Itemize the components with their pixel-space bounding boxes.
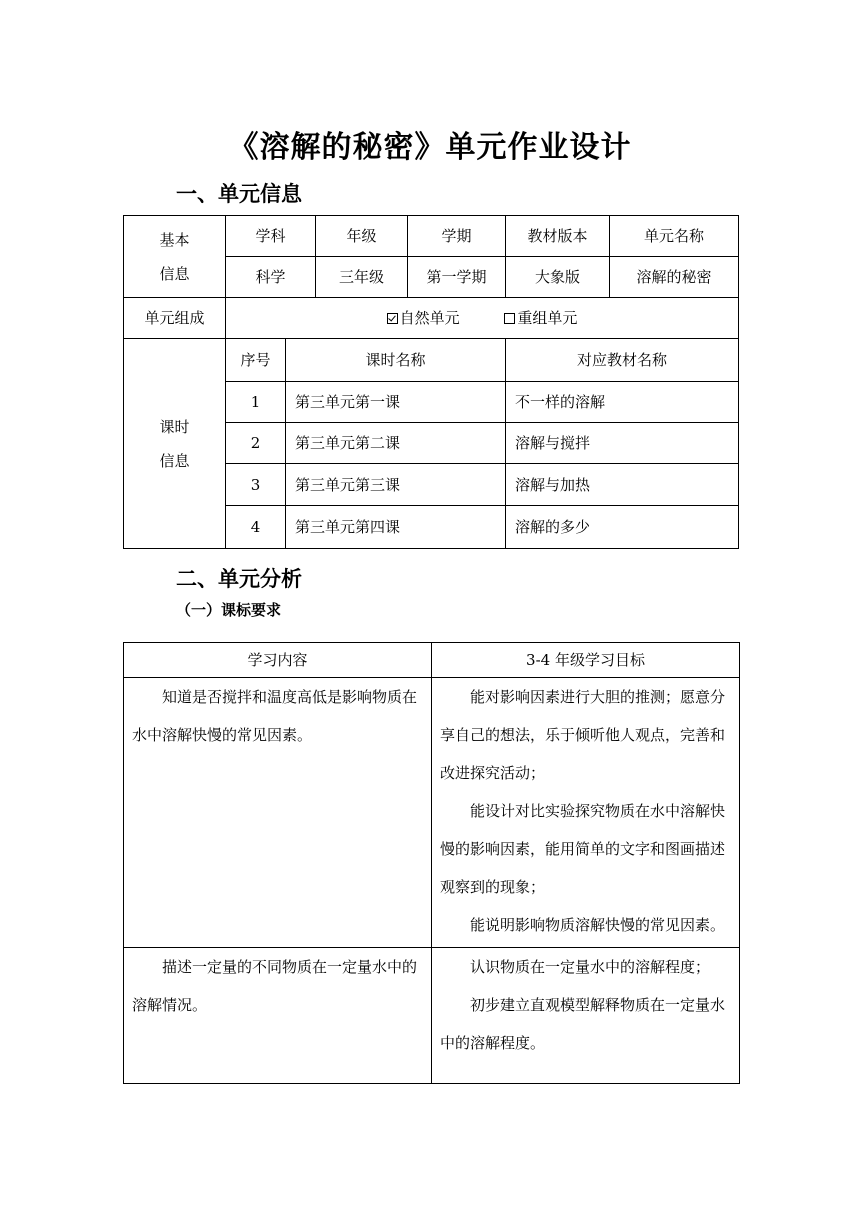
option-regroup[interactable]: 重组单元 bbox=[504, 309, 577, 327]
subsection-standards: （一）课标要求 bbox=[176, 601, 282, 619]
lesson-name: 第三单元第四课 bbox=[286, 506, 506, 549]
value-semester: 第一学期 bbox=[408, 257, 506, 298]
basic-label-line1: 基本 bbox=[159, 230, 190, 249]
header-edition: 教材版本 bbox=[506, 216, 610, 257]
composition-options bbox=[226, 298, 739, 339]
standard-goal: 能说明影响物质溶解快慢的常见因素。 bbox=[470, 916, 726, 934]
lesson-material: 不一样的溶解 bbox=[506, 382, 739, 423]
table-row bbox=[124, 678, 740, 948]
value-subject: 科学 bbox=[226, 257, 316, 298]
lesson-no: 3 bbox=[226, 464, 286, 506]
standard-content: 知道是否搅拌和温度高低是影响物质在水中溶解快慢的常见因素。 bbox=[132, 688, 418, 744]
header-subject: 学科 bbox=[226, 216, 316, 257]
standard-content: 描述一定量的不同物质在一定量水中的溶解情况。 bbox=[132, 958, 418, 1014]
option-natural[interactable]: 自然单元 bbox=[387, 309, 460, 327]
curriculum-standards-table bbox=[123, 642, 740, 1084]
lesson-no: 4 bbox=[226, 506, 286, 549]
lesson-no: 2 bbox=[226, 423, 286, 464]
header-semester: 学期 bbox=[408, 216, 506, 257]
value-unit-name: 溶解的秘密 bbox=[610, 257, 739, 298]
unit-info-table bbox=[123, 215, 739, 549]
header-learning-goals: 3-4 年级学习目标 bbox=[432, 643, 740, 678]
header-unit-name: 单元名称 bbox=[610, 216, 739, 257]
table-row bbox=[124, 948, 740, 1084]
lesson-label-line2: 信息 bbox=[159, 451, 190, 470]
lesson-name: 第三单元第二课 bbox=[286, 423, 506, 464]
lesson-material: 溶解的多少 bbox=[506, 506, 739, 549]
header-lesson-name: 课时名称 bbox=[286, 339, 506, 382]
standard-goal: 初步建立直观模型解释物质在一定量水中的溶解程度。 bbox=[440, 996, 726, 1052]
standard-goal: 能对影响因素进行大胆的推测；愿意分享自己的想法，乐于倾听他人观点，完善和改进探究活动； bbox=[440, 688, 726, 782]
value-edition: 大象版 bbox=[506, 257, 610, 298]
checked-box-icon[interactable] bbox=[387, 313, 398, 324]
page-title: 《溶解的秘密》单元作业设计 bbox=[228, 130, 632, 165]
basic-info-label bbox=[124, 216, 226, 298]
lesson-label-line1: 课时 bbox=[159, 417, 190, 436]
header-grade: 年级 bbox=[316, 216, 408, 257]
lesson-name: 第三单元第三课 bbox=[286, 464, 506, 506]
section-unit-analysis: 二、单元分析 bbox=[176, 567, 302, 591]
lesson-info-label bbox=[124, 339, 226, 549]
lesson-material: 溶解与加热 bbox=[506, 464, 739, 506]
header-material: 对应教材名称 bbox=[506, 339, 739, 382]
section-unit-info: 一、单元信息 bbox=[176, 182, 302, 206]
composition-label: 单元组成 bbox=[124, 298, 226, 339]
lesson-no: 1 bbox=[226, 382, 286, 423]
lesson-name: 第三单元第一课 bbox=[286, 382, 506, 423]
header-learning-content: 学习内容 bbox=[124, 643, 432, 678]
standard-goal: 认识物质在一定量水中的溶解程度； bbox=[470, 958, 711, 976]
basic-label-line2: 信息 bbox=[159, 264, 190, 283]
standard-goal: 能设计对比实验探究物质在水中溶解快慢的影响因素，能用简单的文字和图画描述观察到的现象； bbox=[440, 802, 726, 896]
lesson-material: 溶解与搅拌 bbox=[506, 423, 739, 464]
header-no: 序号 bbox=[226, 339, 286, 382]
value-grade: 三年级 bbox=[316, 257, 408, 298]
unchecked-box-icon[interactable] bbox=[504, 313, 515, 324]
